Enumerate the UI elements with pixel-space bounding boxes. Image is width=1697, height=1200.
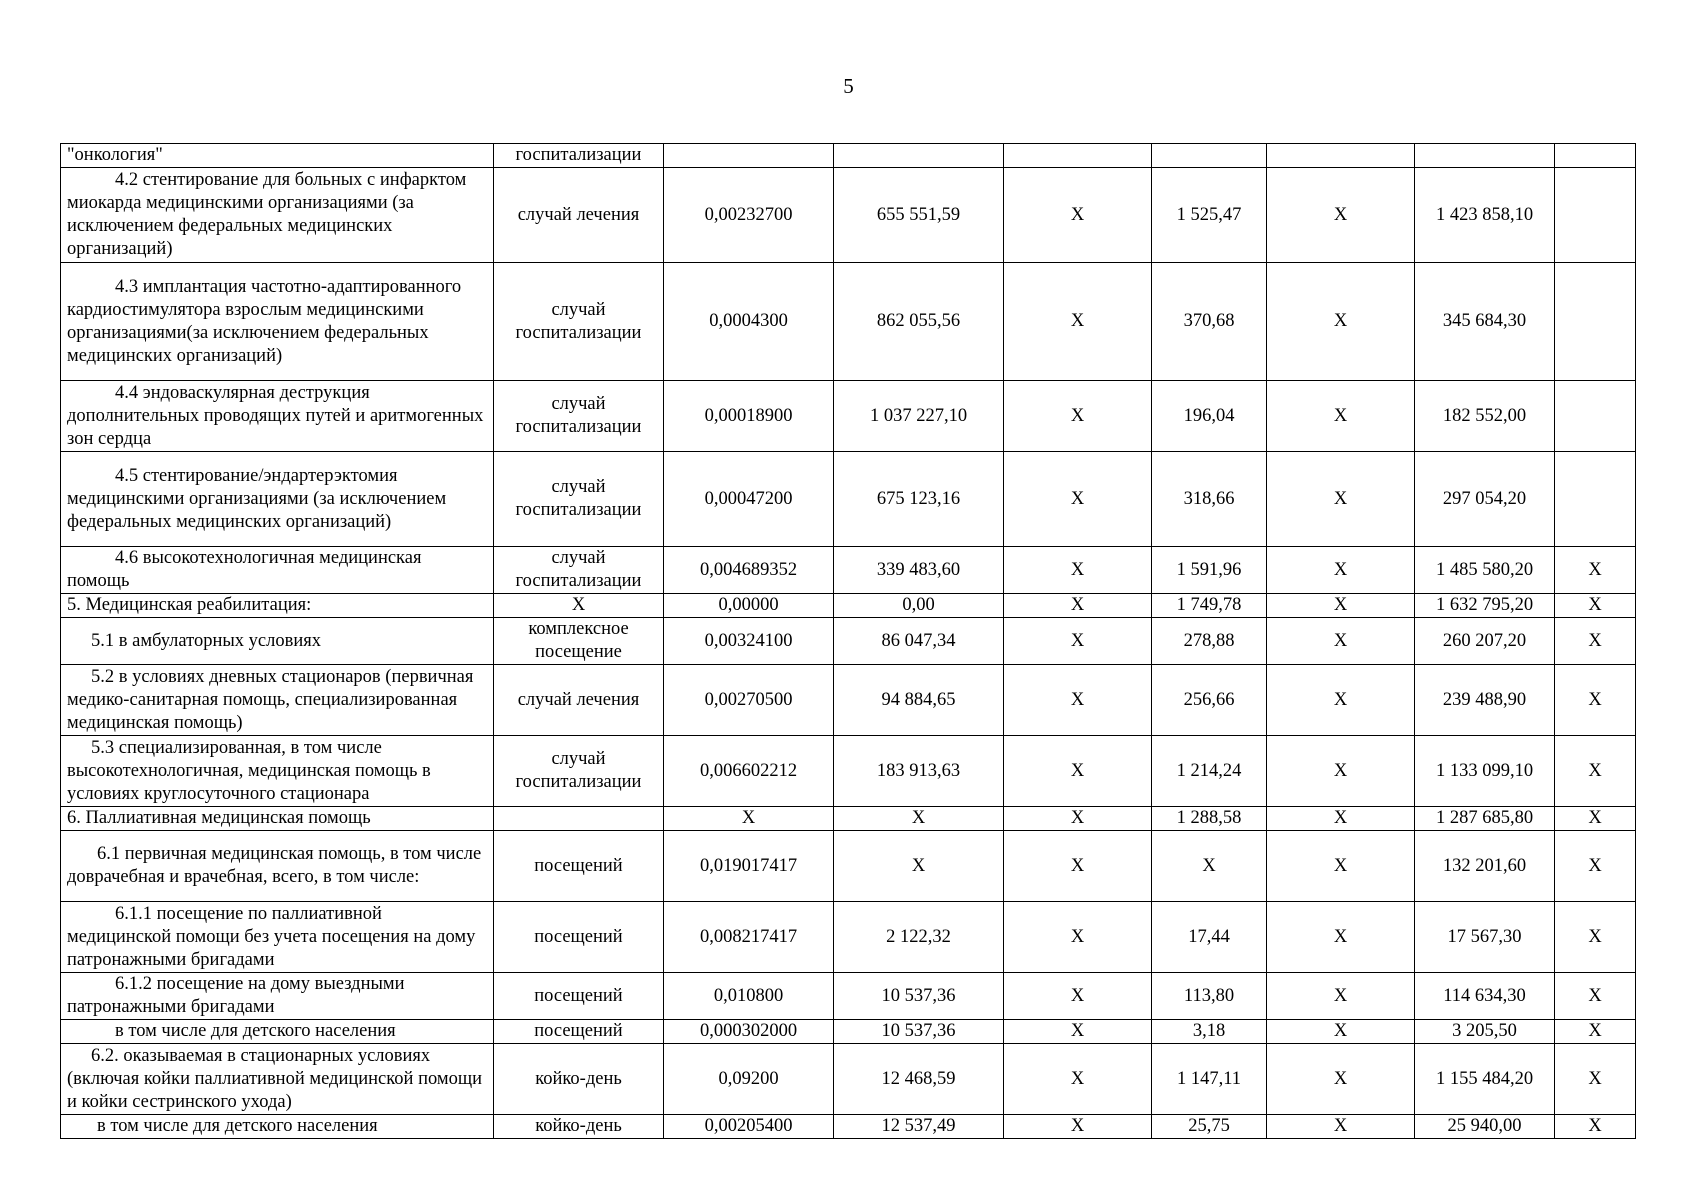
row-unit: случай госпитализации [494,547,664,594]
row-value: 260 207,20 [1415,618,1555,665]
table-row [61,1020,1636,1044]
row-value: 297 054,20 [1415,452,1555,547]
row-value: 1 287 685,80 [1415,807,1555,831]
row-unit [494,807,664,831]
page-number: 5 [843,74,854,98]
row-value: X [1267,902,1415,973]
row-value: X [1555,547,1636,594]
table-row [61,1044,1636,1115]
row-value [1555,168,1636,263]
row-unit: комплексное посещение [494,618,664,665]
row-value: 12 468,59 [834,1044,1004,1115]
row-value: X [1267,736,1415,807]
row-value: 1 037 227,10 [834,381,1004,452]
row-value: 17 567,30 [1415,902,1555,973]
row-value: X [1004,807,1152,831]
row-value: 1 632 795,20 [1415,594,1555,618]
row-value: X [1555,902,1636,973]
row-value: X [1004,831,1152,902]
row-name: "онкология" [61,144,494,168]
row-value: X [1004,452,1152,547]
row-value: X [1267,1020,1415,1044]
row-name: 5. Медицинская реабилитация: [61,594,494,618]
row-value: 10 537,36 [834,973,1004,1020]
row-value: X [834,807,1004,831]
row-name: 5.2 в условиях дневных стационаров (первичная медико-санитарная помощь, специализированная медицинская помощь) [61,665,494,736]
row-value: 132 201,60 [1415,831,1555,902]
table-row [61,381,1636,452]
row-unit: посещений [494,1020,664,1044]
row-value: 862 055,56 [834,263,1004,381]
row-value [1152,144,1267,168]
row-value: X [1555,594,1636,618]
row-value [1004,144,1152,168]
row-value: X [1555,1020,1636,1044]
row-unit: X [494,594,664,618]
row-value: X [1555,618,1636,665]
table-row [61,973,1636,1020]
row-value: 0,00324100 [664,618,834,665]
table-row [61,736,1636,807]
row-value: 0,006602212 [664,736,834,807]
row-value: X [1555,831,1636,902]
row-value: 1 423 858,10 [1415,168,1555,263]
table-row [61,618,1636,665]
row-name: 6.1.1 посещение по паллиативной медицинской помощи без учета посещения на дому патронажными бригадами [61,902,494,973]
row-value: 0,00018900 [664,381,834,452]
row-unit: койко-день [494,1115,664,1139]
row-value: X [1555,665,1636,736]
row-value: X [1267,452,1415,547]
row-value: 318,66 [1152,452,1267,547]
row-value: 0,0004300 [664,263,834,381]
row-value: X [1267,807,1415,831]
row-value: 655 551,59 [834,168,1004,263]
row-value: X [1555,807,1636,831]
row-value: X [1004,1044,1152,1115]
row-name: 6.1.2 посещение на дому выездными патронажными бригадами [61,973,494,1020]
row-value: X [1152,831,1267,902]
row-value: X [1267,665,1415,736]
row-value: 12 537,49 [834,1115,1004,1139]
row-value: 0,010800 [664,973,834,1020]
row-value: 1 214,24 [1152,736,1267,807]
row-value: X [1267,1044,1415,1115]
row-unit: посещений [494,973,664,1020]
row-value [834,144,1004,168]
row-unit: посещений [494,831,664,902]
table-row [61,902,1636,973]
row-value: X [664,807,834,831]
table-row [61,168,1636,263]
row-unit: госпитализации [494,144,664,168]
row-value: X [1267,381,1415,452]
row-value: X [1004,1020,1152,1044]
row-value: 114 634,30 [1415,973,1555,1020]
row-value: X [1555,973,1636,1020]
row-value: X [1267,973,1415,1020]
row-value: 256,66 [1152,665,1267,736]
row-value: 0,019017417 [664,831,834,902]
row-value: X [1267,618,1415,665]
tariff-table [60,143,1636,1139]
table-row [61,144,1636,168]
row-value: X [1555,1115,1636,1139]
row-value [1555,144,1636,168]
row-value: 25 940,00 [1415,1115,1555,1139]
row-value: X [1555,1044,1636,1115]
row-value: 0,008217417 [664,902,834,973]
table-row [61,263,1636,381]
row-value: 10 537,36 [834,1020,1004,1044]
row-value: 86 047,34 [834,618,1004,665]
row-unit: случай госпитализации [494,452,664,547]
row-unit: койко-день [494,1044,664,1115]
row-value: 339 483,60 [834,547,1004,594]
row-value: X [1004,168,1152,263]
row-unit: случай лечения [494,168,664,263]
row-value: X [1004,263,1152,381]
row-name: 6.1 первичная медицинская помощь, в том числе доврачебная и врачебная, всего, в том числе: [61,831,494,902]
row-value: X [1004,381,1152,452]
row-unit: случай госпитализации [494,736,664,807]
row-value: 278,88 [1152,618,1267,665]
row-value: 183 913,63 [834,736,1004,807]
row-name: 6. Паллиативная медицинская помощь [61,807,494,831]
row-value: X [1004,973,1152,1020]
row-value: 1 591,96 [1152,547,1267,594]
row-value: 0,00205400 [664,1115,834,1139]
row-value: 0,09200 [664,1044,834,1115]
row-value: X [1555,736,1636,807]
row-value: 0,00 [834,594,1004,618]
row-unit: случай госпитализации [494,381,664,452]
row-value: X [1004,736,1152,807]
row-value: 1 133 099,10 [1415,736,1555,807]
row-value: 0,00270500 [664,665,834,736]
row-value: X [1004,547,1152,594]
row-value: X [1004,618,1152,665]
row-value: 17,44 [1152,902,1267,973]
table-row [61,831,1636,902]
row-value: 1 147,11 [1152,1044,1267,1115]
row-value [1555,263,1636,381]
table-row [61,452,1636,547]
row-value: X [1267,168,1415,263]
row-value: 1 288,58 [1152,807,1267,831]
row-value: X [1267,547,1415,594]
row-name: 4.2 стентирование для больных с инфарктом миокарда медицинскими организациями (за исключением федеральных медицинских организаций) [61,168,494,263]
row-name: 4.3 имплантация частотно-адаптированного кардиостимулятора взрослым медицинскими организациями(за исключением федеральных медицинских организаций) [61,263,494,381]
row-value: 0,00047200 [664,452,834,547]
row-value: 182 552,00 [1415,381,1555,452]
row-value: 370,68 [1152,263,1267,381]
row-value: X [1267,594,1415,618]
row-name: 5.3 специализированная, в том числе высокотехнологичная, медицинская помощь в условиях круглосуточного стационара [61,736,494,807]
row-value: X [1004,1115,1152,1139]
row-value [1555,381,1636,452]
row-name: 4.5 стентирование/эндартерэктомия медицинскими организациями (за исключением федеральных медицинских организаций) [61,452,494,547]
row-unit: случай госпитализации [494,263,664,381]
row-value: 1 749,78 [1152,594,1267,618]
row-value: X [1267,831,1415,902]
row-name: в том числе для детского населения [61,1115,494,1139]
row-value: 25,75 [1152,1115,1267,1139]
row-name: 4.6 высокотехнологичная медицинская помощь [61,547,494,594]
row-value: X [1267,1115,1415,1139]
row-unit: посещений [494,902,664,973]
row-name: 5.1 в амбулаторных условиях [61,618,494,665]
row-value: 3 205,50 [1415,1020,1555,1044]
row-value [664,144,834,168]
row-name: в том числе для детского населения [61,1020,494,1044]
table-row [61,594,1636,618]
row-value: 1 525,47 [1152,168,1267,263]
row-value: 675 123,16 [834,452,1004,547]
row-value: X [1004,665,1152,736]
row-value: 0,004689352 [664,547,834,594]
table-row [61,807,1636,831]
row-unit: случай лечения [494,665,664,736]
row-name: 4.4 эндоваскулярная деструкция дополнительных проводящих путей и аритмогенных зон сердца [61,381,494,452]
table-row [61,1115,1636,1139]
row-value: X [1267,263,1415,381]
row-name: 6.2. оказываемая в стационарных условиях (включая койки паллиативной медицинской помощи и койки сестринского ухода) [61,1044,494,1115]
row-value: 3,18 [1152,1020,1267,1044]
row-value: 239 488,90 [1415,665,1555,736]
row-value: 0,00232700 [664,168,834,263]
table-row [61,547,1636,594]
row-value [1555,452,1636,547]
row-value: 1 155 484,20 [1415,1044,1555,1115]
row-value: 2 122,32 [834,902,1004,973]
row-value: 1 485 580,20 [1415,547,1555,594]
row-value: X [1004,902,1152,973]
row-value: X [1004,594,1152,618]
row-value [1267,144,1415,168]
row-value [1415,144,1555,168]
row-value: 0,00000 [664,594,834,618]
row-value: 345 684,30 [1415,263,1555,381]
row-value: 113,80 [1152,973,1267,1020]
row-value: X [834,831,1004,902]
row-value: 94 884,65 [834,665,1004,736]
row-value: 0,000302000 [664,1020,834,1044]
row-value: 196,04 [1152,381,1267,452]
table-row [61,665,1636,736]
